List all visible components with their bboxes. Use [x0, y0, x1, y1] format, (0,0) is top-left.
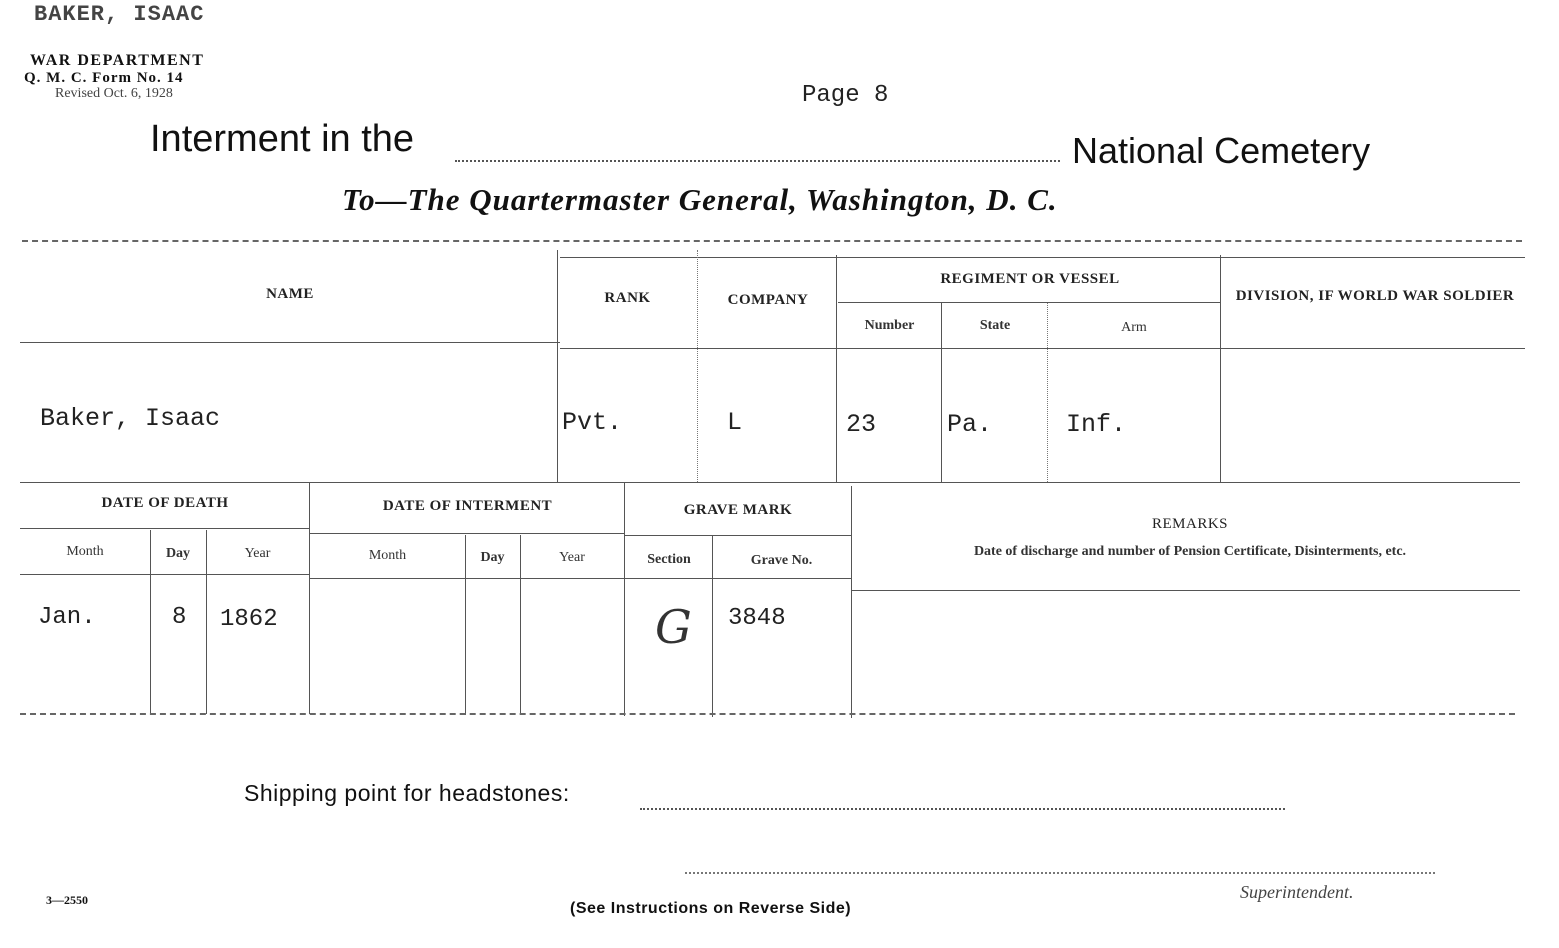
title-left: Interment in the	[150, 118, 415, 160]
col-header-date-of-death: DATE OF DEATH	[101, 495, 229, 511]
shipping-blank-line	[640, 808, 1285, 810]
record-rank: Pvt.	[562, 408, 623, 437]
remarks-subheader: Date of discharge and number of Pension Certificate, Disinterments, etc.	[973, 544, 1407, 559]
top-rule-2	[560, 257, 1525, 258]
death-year-value: 1862	[220, 606, 278, 633]
date-header-rule	[310, 533, 625, 534]
middle-rule	[20, 482, 1520, 483]
col-header-arm: Arm	[1121, 320, 1147, 335]
shipping-label: Shipping point for headstones:	[244, 780, 570, 806]
date-header-rule	[625, 535, 851, 536]
death-day-value: 8	[172, 604, 187, 631]
record-arm: Inf.	[1066, 410, 1127, 439]
remarks-rule	[852, 590, 1520, 591]
record-name: Baker, Isaac	[40, 404, 221, 433]
top-name: BAKER, ISAAC	[34, 2, 205, 27]
grave-no-header: Grave No.	[750, 553, 813, 568]
col-divider	[941, 302, 942, 482]
death-day-header: Day	[165, 546, 191, 561]
department-label: WAR DEPARTMENT	[30, 52, 205, 69]
section-header: Section	[647, 552, 691, 567]
top-rule	[22, 240, 1522, 242]
col-header-name: NAME	[266, 286, 314, 302]
interment-year-header: Year	[559, 550, 585, 565]
date-sub-rule	[310, 578, 851, 579]
death-year-header: Year	[244, 546, 271, 561]
record-state: Pa.	[947, 410, 993, 439]
col-header-division: DIVISION, IF WORLD WAR SOLDIER	[1235, 288, 1515, 304]
revised-date: Revised Oct. 6, 1928	[55, 86, 173, 101]
header-bottom-rule	[560, 348, 1525, 349]
date-header-rule	[20, 528, 310, 529]
interment-month-header: Month	[368, 548, 407, 563]
col-divider	[1047, 302, 1048, 482]
section-value-handwritten: G	[655, 600, 692, 654]
superintendent-label: Superintendent.	[1240, 882, 1354, 902]
superintendent-signature-line	[685, 872, 1435, 874]
col-header-regiment: REGIMENT OR VESSEL	[940, 271, 1120, 287]
page-label: Page 8	[802, 82, 889, 109]
col-header-date-of-interment: DATE OF INTERMENT	[382, 498, 553, 514]
col-divider	[1220, 255, 1221, 482]
grave-no-value: 3848	[728, 605, 786, 632]
col-header-state: State	[979, 318, 1011, 333]
col-header-remarks: REMARKS	[1151, 516, 1229, 532]
header-bottom-rule	[20, 342, 560, 343]
form-number: Q. M. C. Form No. 14	[24, 70, 184, 86]
col-divider	[557, 250, 558, 482]
record-regiment-number: 23	[846, 410, 877, 439]
col-header-grave-mark: GRAVE MARK	[683, 502, 793, 518]
cemetery-blank-line	[455, 160, 1060, 162]
instructions-note: (See Instructions on Reverse Side)	[570, 900, 852, 917]
death-month-header: Month	[66, 544, 104, 559]
col-header-company: COMPANY	[727, 292, 809, 308]
record-company: L	[727, 408, 743, 437]
interment-day-header: Day	[480, 550, 505, 565]
form-code: 3—2550	[46, 893, 88, 907]
col-divider	[309, 482, 310, 714]
col-header-number: Number	[864, 318, 915, 333]
table-bottom-rule	[20, 713, 1515, 715]
col-divider	[851, 486, 852, 718]
addressee: To—The Quartermaster General, Washington, D. C.	[342, 182, 1058, 217]
col-header-rank: RANK	[604, 290, 651, 306]
title-right: National Cemetery	[1072, 130, 1371, 171]
col-divider	[836, 255, 837, 482]
col-divider	[697, 250, 698, 482]
death-month-value: Jan.	[38, 604, 96, 631]
date-sub-rule	[20, 574, 310, 575]
regiment-sub-rule	[838, 302, 1220, 303]
